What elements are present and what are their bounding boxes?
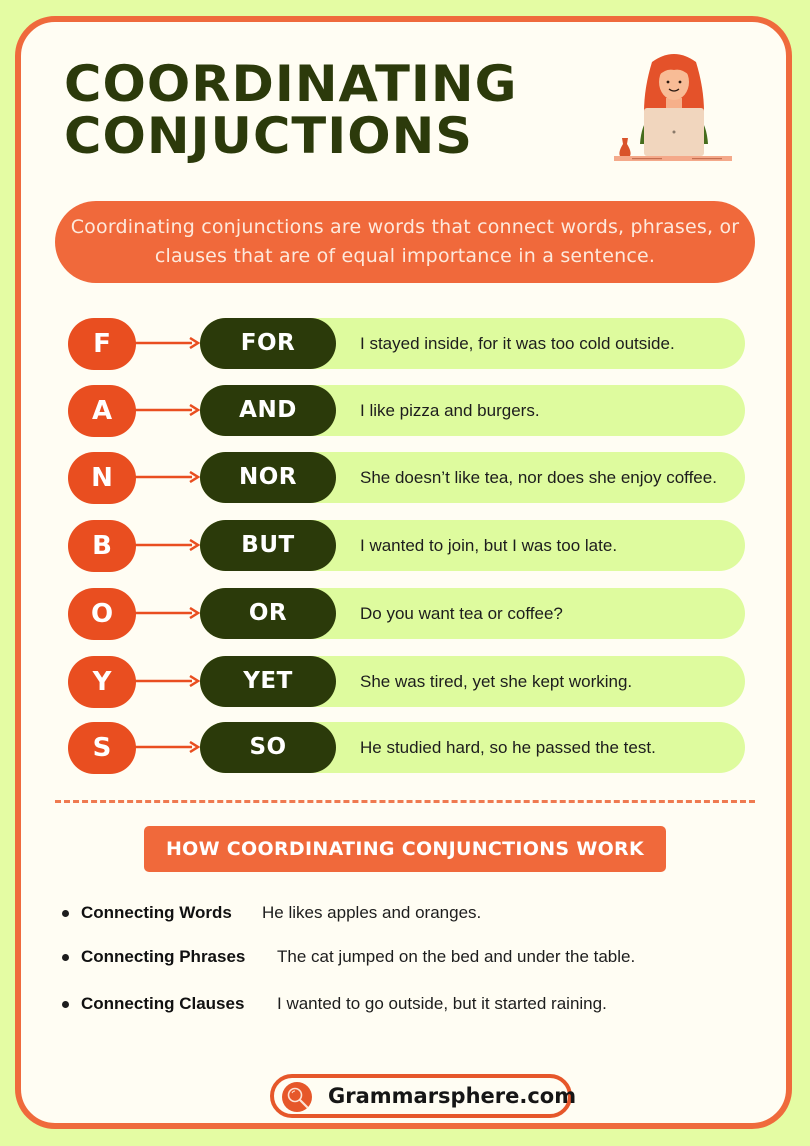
conjunction-pill: FOR: [200, 318, 336, 369]
definition-banner: Coordinating conjunctions are words that connect words, phrases, or clauses that are of equal importance in a sentence.: [55, 201, 755, 283]
fanboys-row-nor: [68, 452, 748, 504]
example-sentence: She was tired, yet she kept working.: [360, 672, 633, 691]
letter-badge: O: [68, 588, 136, 640]
fanboys-row-for: [68, 318, 748, 370]
letter-badge: A: [68, 385, 136, 437]
usage-item-clauses: [62, 991, 607, 1017]
example-sentence: He studied hard, so he passed the test.: [360, 738, 656, 757]
page-title: [64, 55, 518, 165]
section-heading: HOW COORDINATING CONJUNCTIONS WORK: [144, 826, 666, 872]
title-line-1: COORDINATING: [64, 55, 518, 113]
fanboys-row-so: [68, 722, 748, 774]
title-line-2: CONJUCTIONS: [64, 107, 474, 165]
usage-term: Connecting Phrases: [81, 947, 246, 966]
arrow-right-icon: [134, 544, 200, 547]
dashed-divider: [55, 800, 755, 803]
arrow-right-icon: [134, 476, 200, 479]
letter-badge: B: [68, 520, 136, 572]
usage-example: The cat jumped on the bed and under the table.: [277, 947, 636, 966]
usage-example: He likes apples and oranges.: [262, 903, 482, 922]
example-sentence: She doesn’t like tea, nor does she enjoy coffee.: [360, 468, 717, 487]
usage-example: I wanted to go outside, but it started raining.: [277, 994, 607, 1013]
letter-badge: F: [68, 318, 136, 370]
fanboys-row-and: [68, 385, 748, 437]
letter-badge: N: [68, 452, 136, 504]
conjunction-pill: NOR: [200, 452, 336, 503]
example-sentence: I stayed inside, for it was too cold outside.: [360, 334, 675, 353]
arrow-right-icon: [134, 409, 200, 412]
fanboys-row-yet: [68, 656, 748, 708]
magnifier-icon: [282, 1082, 312, 1112]
brand-badge[interactable]: [270, 1074, 577, 1118]
conjunction-pill: SO: [200, 722, 336, 773]
usage-term: Connecting Clauses: [81, 994, 245, 1013]
example-sentence: Do you want tea or coffee?: [360, 604, 563, 623]
usage-item-phrases: [62, 944, 635, 970]
conjunction-pill: YET: [200, 656, 336, 707]
example-sentence: I wanted to join, but I was too late.: [360, 536, 618, 555]
letter-badge: Y: [68, 656, 136, 708]
bullet-icon: [62, 954, 69, 961]
conjunction-pill: OR: [200, 588, 336, 639]
usage-item-words: [62, 900, 481, 926]
arrow-right-icon: [134, 342, 200, 345]
letter-badge: S: [68, 722, 136, 774]
example-sentence: I like pizza and burgers.: [360, 401, 540, 420]
bullet-icon: [62, 1001, 69, 1008]
fanboys-row-but: [68, 520, 748, 572]
conjunction-pill: BUT: [200, 520, 336, 571]
arrow-right-icon: [134, 746, 200, 749]
woman-at-laptop-illustration: [612, 48, 737, 166]
conjunction-pill: AND: [200, 385, 336, 436]
arrow-right-icon: [134, 612, 200, 615]
usage-term: Connecting Words: [81, 903, 232, 922]
bullet-icon: [62, 910, 69, 917]
brand-site-link[interactable]: Grammarsphere.com: [328, 1084, 577, 1108]
fanboys-row-or: [68, 588, 748, 640]
arrow-right-icon: [134, 680, 200, 683]
